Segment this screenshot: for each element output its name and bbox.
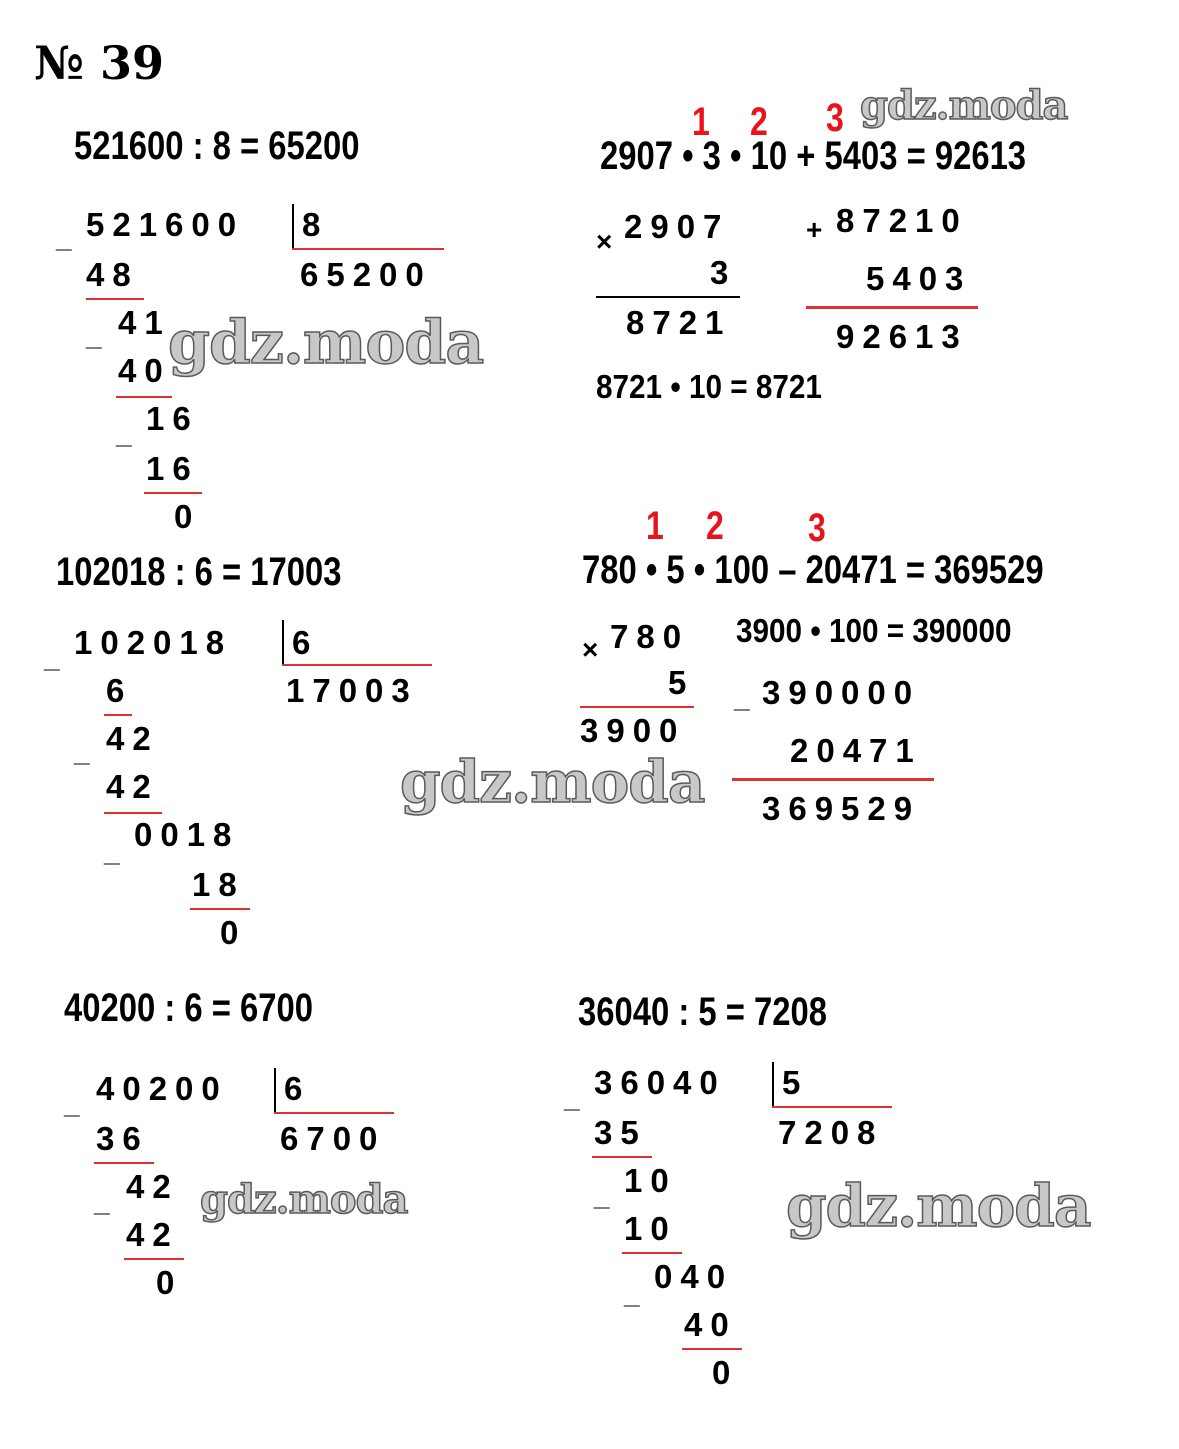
step: 10 (624, 1210, 677, 1247)
division-bracket (772, 1062, 774, 1108)
divisor: 8 (302, 206, 329, 243)
equation: 521600 : 8 = 65200 (74, 124, 360, 168)
order-number: 1 (646, 504, 664, 548)
step-line (94, 1162, 154, 1164)
factor: 780 (610, 618, 690, 655)
watermark: gdz.moda (200, 1176, 408, 1223)
equation: 40200 : 6 = 6700 (64, 986, 313, 1030)
division-line (292, 248, 444, 250)
watermark: gdz.moda (786, 1172, 1091, 1240)
minus-sign: _ (594, 1180, 610, 1211)
dividend: 36040 (594, 1064, 726, 1101)
equation: 2907 • 3 • 10 + 5403 = 92613 (600, 134, 1027, 178)
step: 040 (654, 1258, 734, 1295)
minus-sign: _ (564, 1082, 580, 1113)
remainder: 0 (156, 1264, 183, 1301)
step: 42 (106, 720, 159, 757)
sum-line (806, 306, 978, 309)
sum: 92613 (836, 318, 968, 355)
divisor: 6 (284, 1070, 311, 1107)
product: 8721 (626, 304, 732, 341)
step-line (116, 396, 172, 398)
division-line (274, 1112, 394, 1114)
quotient: 6700 (280, 1120, 386, 1157)
step-line (124, 1258, 184, 1260)
division-bracket (292, 204, 294, 250)
dividend: 521600 (86, 206, 245, 243)
product-line (580, 706, 694, 708)
quotient: 7208 (778, 1114, 884, 1151)
addend: 87210 (836, 202, 968, 239)
order-number: 2 (750, 100, 768, 144)
quotient: 17003 (286, 672, 418, 709)
minus-sign: _ (94, 1186, 110, 1217)
step-line (682, 1348, 742, 1350)
step: 42 (126, 1168, 179, 1205)
step: 18 (192, 866, 245, 903)
equation: 36040 : 5 = 7208 (578, 990, 827, 1034)
product-line (596, 296, 740, 298)
minus-sign: _ (624, 1278, 640, 1309)
difference: 369529 (762, 790, 921, 827)
watermark: gdz.moda (168, 308, 484, 378)
step-line (86, 298, 144, 300)
remainder: 0 (220, 914, 247, 951)
step-line (104, 714, 132, 716)
dividend: 40200 (96, 1070, 228, 1107)
minus-sign: _ (56, 222, 72, 253)
divisor: 6 (292, 624, 319, 661)
step: 41 (118, 304, 171, 341)
step: 42 (126, 1216, 179, 1253)
step-line (622, 1252, 682, 1254)
addend: 5403 (866, 260, 972, 297)
intermediate: 8721 • 10 = 8721 (596, 368, 822, 405)
subtrahend: 20471 (790, 732, 922, 769)
factor: 3 (710, 254, 737, 291)
equation: 780 • 5 • 100 – 20471 = 369529 (582, 548, 1044, 592)
division-line (772, 1106, 892, 1108)
step: 16 (146, 450, 199, 487)
difference-line (732, 778, 934, 781)
remainder: 0 (712, 1354, 739, 1391)
step: 40 (684, 1306, 737, 1343)
page-title: № 39 (34, 36, 165, 90)
watermark: gdz.moda (400, 748, 705, 816)
times-sign: × (582, 634, 599, 665)
step: 6 (106, 672, 133, 709)
step-line (144, 492, 202, 494)
watermark: gdz.moda (860, 82, 1068, 129)
step-line (190, 908, 250, 910)
factor: 2907 (624, 208, 730, 245)
dividend: 102018 (74, 624, 233, 661)
minus-sign: _ (104, 836, 120, 867)
order-number: 1 (692, 100, 710, 144)
minus-sign: _ (64, 1088, 80, 1119)
intermediate: 3900 • 100 = 390000 (736, 612, 1012, 649)
quotient: 65200 (300, 256, 432, 293)
times-sign: × (596, 226, 613, 257)
minuend: 390000 (762, 674, 921, 711)
step: 48 (86, 256, 139, 293)
order-number: 3 (826, 96, 844, 140)
product: 3900 (580, 712, 686, 749)
step: 40 (118, 352, 171, 389)
plus-sign: + (806, 214, 823, 245)
step-line (592, 1156, 652, 1158)
remainder: 0 (174, 498, 201, 535)
minus-sign: _ (116, 418, 132, 449)
order-number: 2 (706, 504, 724, 548)
minus-sign: _ (86, 320, 102, 351)
step: 35 (594, 1114, 647, 1151)
step: 42 (106, 768, 159, 805)
division-line (282, 664, 432, 666)
division-bracket (274, 1068, 276, 1114)
divisor: 5 (782, 1064, 809, 1101)
step: 16 (146, 400, 199, 437)
factor: 5 (668, 664, 695, 701)
step-line (104, 812, 162, 814)
minus-sign: _ (74, 736, 90, 767)
step: 36 (96, 1120, 149, 1157)
division-bracket (282, 620, 284, 666)
minus-sign: _ (734, 682, 750, 713)
step: 0018 (134, 816, 240, 853)
step: 10 (624, 1162, 677, 1199)
equation: 102018 : 6 = 17003 (56, 550, 342, 594)
minus-sign: _ (44, 642, 60, 673)
order-number: 3 (808, 506, 826, 550)
